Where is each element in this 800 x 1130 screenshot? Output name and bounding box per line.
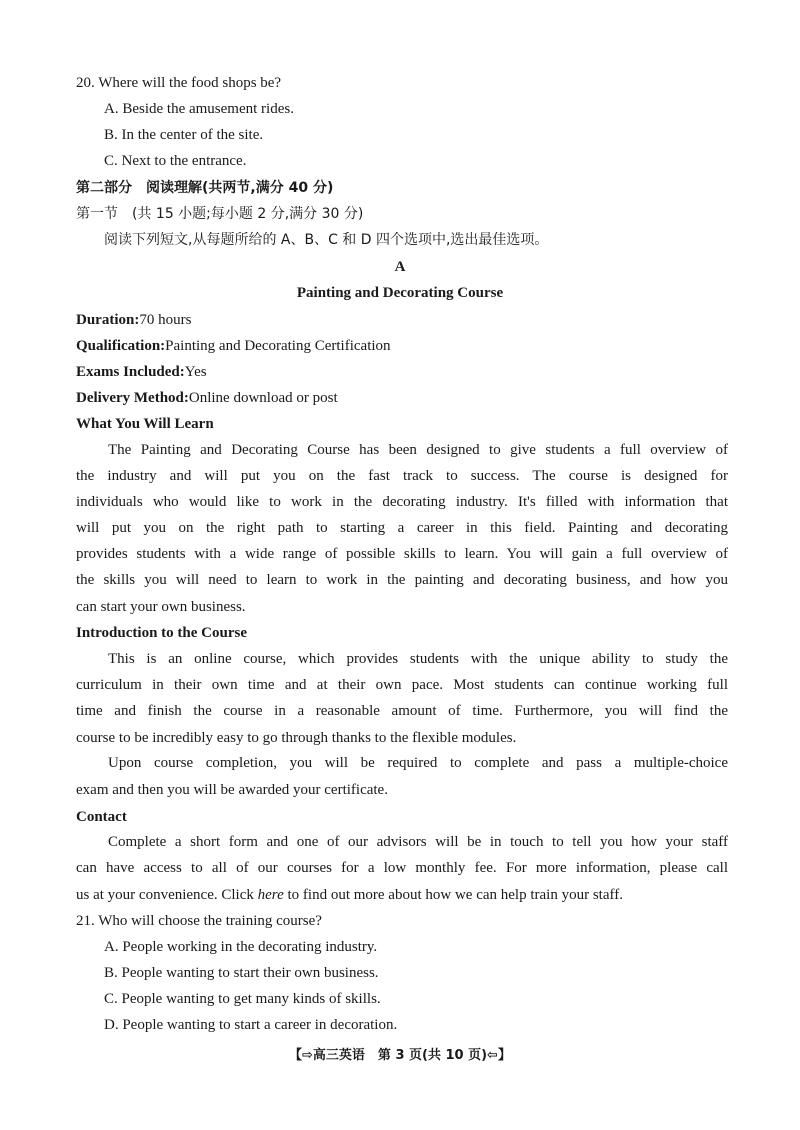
detail-value: Online download or post xyxy=(188,390,338,406)
learn-line: the skills you will need to learn to work in the painting and decorating business, and how you xyxy=(76,572,728,588)
contact-text: to find out more about how we can help train your staff. xyxy=(283,887,623,903)
detail-label: Qualification: xyxy=(76,338,166,354)
completion-line: exam and then you will be awarded your certificate. xyxy=(76,782,388,798)
part2-heading: 第二部分 阅读理解(共两节,满分 40 分) xyxy=(76,180,334,196)
intro-line: curriculum in their own time and at their own pace. Most students can continue working full xyxy=(76,677,728,693)
q20-option-a: A. Beside the amusement rides. xyxy=(104,101,294,117)
detail-value: Yes xyxy=(184,364,207,380)
learn-line: provides students with a wide range of possible skills to learn. You will gain a full overview of xyxy=(76,546,728,562)
q21-stem: 21. Who will choose the training course? xyxy=(76,913,322,929)
intro-heading: Introduction to the Course xyxy=(76,625,247,641)
detail-delivery xyxy=(76,388,338,408)
section1-heading: 第一节 (共 15 小题;每小题 2 分,满分 30 分) xyxy=(76,206,364,222)
detail-exams xyxy=(76,362,207,382)
instruction-text: 阅读下列短文,从每题所给的 A、B、C 和 D 四个选项中,选出最佳选项。 xyxy=(104,232,549,248)
detail-duration xyxy=(76,310,191,330)
contact-line: Complete a short form and one of our advisors will be in touch to tell you how your staff xyxy=(108,834,728,850)
q20-option-b: B. In the center of the site. xyxy=(104,127,264,143)
detail-label: Exams Included: xyxy=(76,364,185,380)
q21-option-b: B. People wanting to start their own business. xyxy=(104,965,379,981)
learn-heading: What You Will Learn xyxy=(76,416,214,432)
contact-heading: Contact xyxy=(76,809,127,825)
contact-text: us at your convenience. Click xyxy=(76,887,258,903)
q21-option-c: C. People wanting to get many kinds of skills. xyxy=(104,991,381,1007)
here-link[interactable]: here xyxy=(257,887,284,903)
passage-title: Painting and Decorating Course xyxy=(296,285,504,301)
learn-line: the industry and will put you on the fast track to success. The course is designed for xyxy=(76,468,728,484)
detail-label: Duration: xyxy=(76,312,140,328)
learn-line: individuals who would like to work in the decorating industry. It's filled with information that xyxy=(76,494,728,510)
intro-line: time and finish the course in a reasonable amount of time. Furthermore, you will find the xyxy=(76,703,728,719)
q20-option-c: C. Next to the entrance. xyxy=(104,153,247,169)
page-footer: 【⇨高三英语 第 3 页(共 10 页)⇦】 xyxy=(289,1048,511,1063)
q21-option-d: D. People wanting to start a career in decoration. xyxy=(104,1017,398,1033)
contact-line: can have access to all of our courses for a low monthly fee. For more information, please call xyxy=(76,860,728,876)
intro-line: course to be incredibly easy to go through thanks to the flexible modules. xyxy=(76,730,517,746)
contact-line-last xyxy=(76,885,623,905)
learn-line: The Painting and Decorating Course has been designed to give students a full overview of xyxy=(108,442,728,458)
q20-stem: 20. Where will the food shops be? xyxy=(76,75,282,91)
detail-label: Delivery Method: xyxy=(76,390,189,406)
completion-line: Upon course completion, you will be required to complete and pass a multiple-choice xyxy=(108,755,728,771)
learn-line: will put you on the right path to starting a career in this field. Painting and decorating xyxy=(76,520,728,536)
q21-option-a: A. People working in the decorating industry. xyxy=(104,939,378,955)
passage-letter: A xyxy=(394,259,406,275)
detail-qualification xyxy=(76,336,391,356)
detail-value: 70 hours xyxy=(139,312,192,328)
intro-line: This is an online course, which provides students with the unique ability to study the xyxy=(108,651,728,667)
detail-value: Painting and Decorating Certification xyxy=(165,338,391,354)
learn-line: can start your own business. xyxy=(76,599,246,615)
